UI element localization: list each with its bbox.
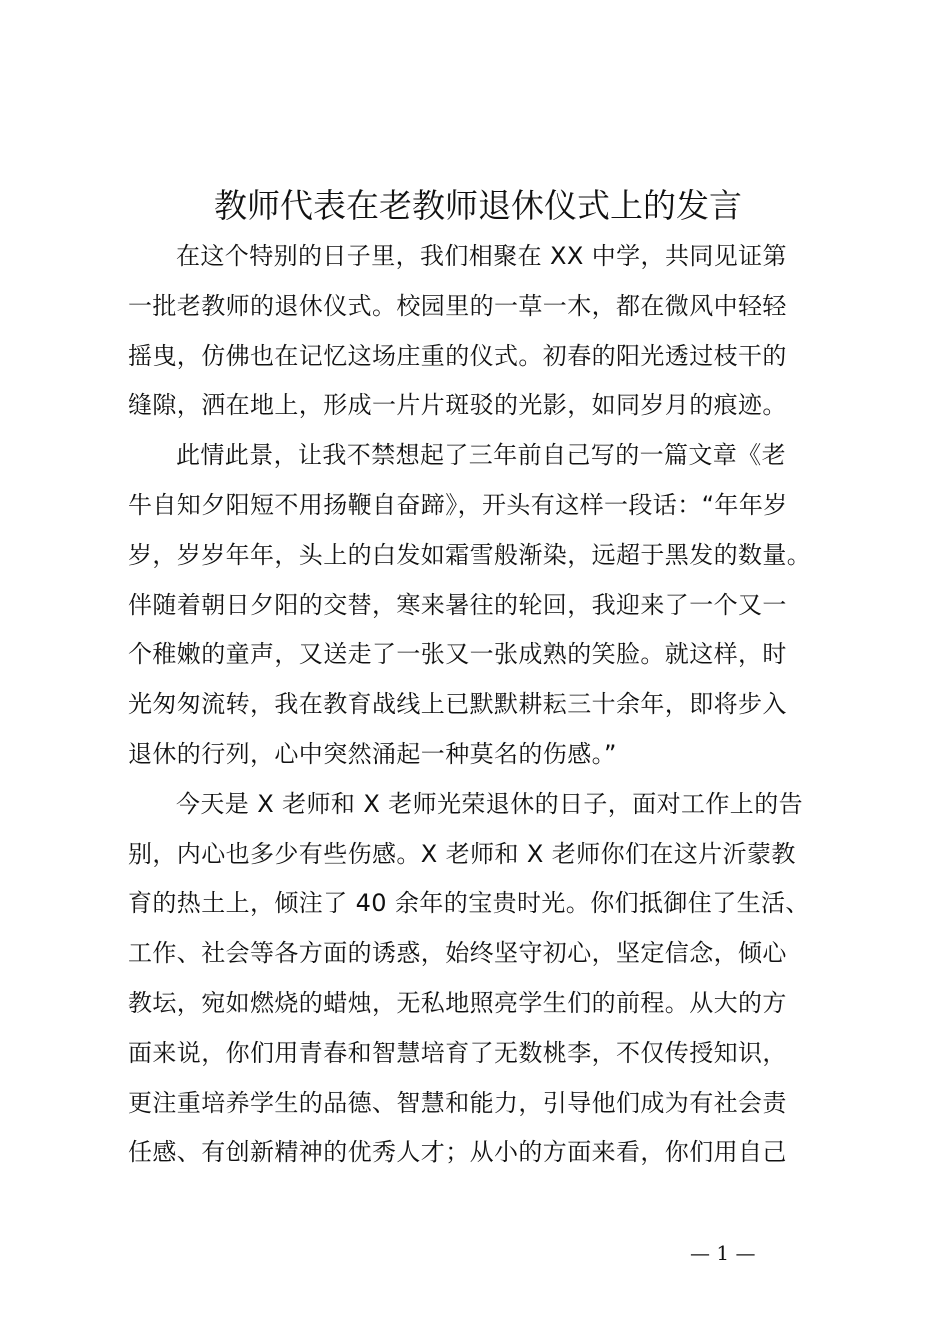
paragraph-line: 教坛，宛如燃烧的蜡烛，无私地照亮学生们的前程。从大的方 bbox=[128, 988, 787, 1017]
paragraph-line: 牛自知夕阳短不用扬鞭自奋蹄》，开头有这样一段话：“年年岁 bbox=[128, 490, 788, 519]
paragraph-line: 个稚嫩的童声，又送走了一张又一张成熟的笑脸。就这样，时 bbox=[128, 640, 787, 669]
paragraph-line: 在这个特别的日子里，我们相聚在 XX 中学，共同见证第 bbox=[176, 242, 787, 270]
paragraph-line: 缝隙，洒在地上，形成一片片斑驳的光影，如同岁月的痕迹。 bbox=[128, 391, 787, 420]
paragraph-line: 岁，岁岁年年，头上的白发如霜雪般渐染，远超于黑发的数量。 bbox=[128, 540, 812, 569]
paragraph-3 bbox=[128, 780, 833, 1178]
paragraph-line: 今天是 X 老师和 X 老师光荣退休的日子，面对工作上的告 bbox=[176, 789, 803, 818]
paragraph-line: 别，内心也多少有些伤感。X 老师和 X 老师你们在这片沂蒙教 bbox=[128, 839, 796, 868]
paragraph-line: 光匆匆流转，我在教育战线上已默默耕耘三十余年，即将步入 bbox=[128, 690, 787, 719]
paragraph-line: 工作、社会等各方面的诱惑，始终坚守初心，坚定信念，倾心 bbox=[128, 939, 787, 968]
paragraph-2 bbox=[128, 431, 833, 780]
paragraph-line: 退休的行列，心中突然涌起一种莫名的伤感。” bbox=[128, 739, 617, 768]
paragraph-line: 摇曳，仿佛也在记忆这场庄重的仪式。初春的阳光透过枝干的 bbox=[128, 341, 787, 370]
page-number: — 1 — bbox=[690, 1241, 756, 1265]
paragraph-line: 更注重培养学生的品德、智慧和能力，引导他们成为有社会责 bbox=[128, 1088, 787, 1117]
paragraph-line: 伴随着朝日夕阳的交替，寒来暑往的轮回，我迎来了一个又一 bbox=[128, 590, 787, 619]
paragraph-line: 育的热土上，倾注了 40 余年的宝贵时光。你们抵御住了生活、 bbox=[128, 889, 810, 918]
paragraph-1 bbox=[128, 232, 833, 431]
paragraph-line: 此情此景，让我不禁想起了三年前自己写的一篇文章《老 bbox=[176, 441, 786, 470]
document-title: 教师代表在老教师退休仪式上的发言 bbox=[214, 186, 742, 225]
paragraph-line: 面来说，你们用青春和智慧培育了无数桃李，不仅传授知识， bbox=[128, 1038, 787, 1067]
paragraph-line: 一批老教师的退休仪式。校园里的一草一木，都在微风中轻轻 bbox=[128, 291, 787, 320]
paragraph-line: 任感、有创新精神的优秀人才；从小的方面来看，你们用自己 bbox=[128, 1138, 787, 1167]
document-body bbox=[128, 232, 833, 1178]
